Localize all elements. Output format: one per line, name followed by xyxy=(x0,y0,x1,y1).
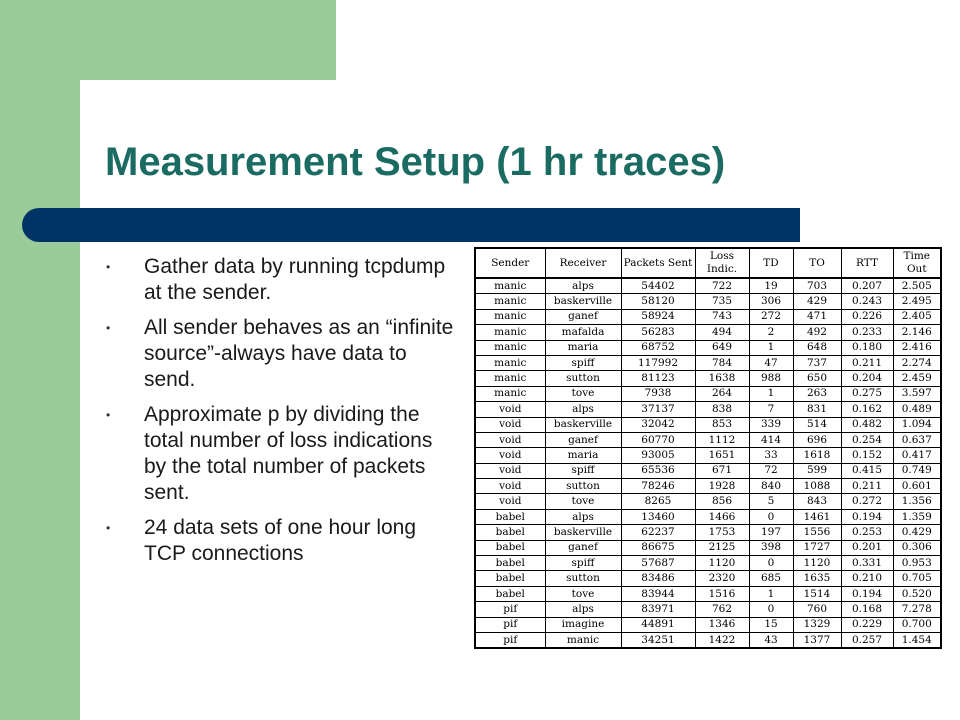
table-cell: 1120 xyxy=(695,556,749,571)
table-cell: 0.211 xyxy=(841,355,893,370)
column-header: RTT xyxy=(841,248,893,278)
table-cell: 1120 xyxy=(793,556,841,571)
table-cell: 831 xyxy=(793,402,841,417)
table-cell: manic xyxy=(545,632,621,648)
table-cell: 649 xyxy=(695,340,749,355)
table-cell: 743 xyxy=(695,309,749,324)
table-cell: 0.953 xyxy=(893,556,941,571)
table-row xyxy=(475,340,941,355)
table-cell: 0.207 xyxy=(841,278,893,294)
bullet-text: All sender behaves as an “infinite source”-always have data to send. xyxy=(144,316,454,391)
table-cell: 7 xyxy=(749,402,793,417)
table-cell: 81123 xyxy=(621,371,695,386)
table-cell: 2.459 xyxy=(893,371,941,386)
table-cell: pif xyxy=(475,602,545,617)
table-cell: 1112 xyxy=(695,432,749,447)
table-cell: 494 xyxy=(695,325,749,340)
table-cell: 264 xyxy=(695,386,749,401)
table-cell: 117992 xyxy=(621,355,695,370)
table-cell: 599 xyxy=(793,463,841,478)
table-cell: 0.162 xyxy=(841,402,893,417)
table-cell: 2.416 xyxy=(893,340,941,355)
table-cell: 1329 xyxy=(793,617,841,632)
table-cell: manic xyxy=(475,294,545,309)
table-cell: manic xyxy=(475,309,545,324)
table-cell: 429 xyxy=(793,294,841,309)
table-cell: 78246 xyxy=(621,479,695,494)
table-cell: spiff xyxy=(545,556,621,571)
column-header: TD xyxy=(749,248,793,278)
table-row xyxy=(475,386,941,401)
table-cell: 1651 xyxy=(695,448,749,463)
table-cell: 648 xyxy=(793,340,841,355)
bullet-item xyxy=(104,315,454,393)
bullet-list xyxy=(104,254,454,576)
table-cell: 5 xyxy=(749,494,793,509)
table-cell: 414 xyxy=(749,432,793,447)
table-cell: 0.272 xyxy=(841,494,893,509)
table-cell: 1556 xyxy=(793,525,841,540)
table-cell: 671 xyxy=(695,463,749,478)
table-cell: pif xyxy=(475,632,545,648)
table-cell: 0.211 xyxy=(841,479,893,494)
decor-green-top xyxy=(0,0,336,80)
table-cell: 2125 xyxy=(695,540,749,555)
table-cell: void xyxy=(475,417,545,432)
table-cell: 0.275 xyxy=(841,386,893,401)
table-row xyxy=(475,402,941,417)
table-cell: baskerville xyxy=(545,417,621,432)
table-cell: manic xyxy=(475,340,545,355)
table-cell: 58924 xyxy=(621,309,695,324)
table-row xyxy=(475,571,941,586)
table-cell: imagine xyxy=(545,617,621,632)
bullet-text: 24 data sets of one hour long TCP connections xyxy=(144,516,417,565)
table-cell: 2.505 xyxy=(893,278,941,294)
table-cell: manic xyxy=(475,371,545,386)
table-cell: mafalda xyxy=(545,325,621,340)
table-cell: 62237 xyxy=(621,525,695,540)
table-cell: sutton xyxy=(545,371,621,386)
table-cell: 56283 xyxy=(621,325,695,340)
table-cell: 0.168 xyxy=(841,602,893,617)
table-cell: 1 xyxy=(749,586,793,601)
table-cell: 0.489 xyxy=(893,402,941,417)
table-cell: 0.520 xyxy=(893,586,941,601)
table-cell: 86675 xyxy=(621,540,695,555)
table-cell: 1753 xyxy=(695,525,749,540)
table-cell: spiff xyxy=(545,355,621,370)
table-row xyxy=(475,632,941,648)
table-cell: 1.454 xyxy=(893,632,941,648)
table-cell: 471 xyxy=(793,309,841,324)
table-row xyxy=(475,294,941,309)
table-row xyxy=(475,556,941,571)
table-cell: 0.210 xyxy=(841,571,893,586)
table-cell: manic xyxy=(475,325,545,340)
table-cell: ganef xyxy=(545,309,621,324)
table-cell: 696 xyxy=(793,432,841,447)
table-cell: alps xyxy=(545,509,621,524)
table-cell: 0.194 xyxy=(841,509,893,524)
table-cell: 398 xyxy=(749,540,793,555)
table-cell: 0.254 xyxy=(841,432,893,447)
table-cell: 1.356 xyxy=(893,494,941,509)
table-cell: maria xyxy=(545,448,621,463)
table-cell: 784 xyxy=(695,355,749,370)
table-cell: 0.749 xyxy=(893,463,941,478)
table-cell: 72 xyxy=(749,463,793,478)
table-cell: manic xyxy=(475,278,545,294)
column-header: TO xyxy=(793,248,841,278)
table-cell: 47 xyxy=(749,355,793,370)
table-cell: void xyxy=(475,479,545,494)
table-cell: baskerville xyxy=(545,294,621,309)
table-cell: 1618 xyxy=(793,448,841,463)
slide-title: Measurement Setup (1 hr traces) xyxy=(105,140,726,184)
table-cell: tove xyxy=(545,586,621,601)
table-row xyxy=(475,371,941,386)
table-cell: 339 xyxy=(749,417,793,432)
table-cell: 0.152 xyxy=(841,448,893,463)
table-row xyxy=(475,278,941,294)
table-cell: 1422 xyxy=(695,632,749,648)
table-cell: 83971 xyxy=(621,602,695,617)
column-header: Loss Indic. xyxy=(695,248,749,278)
table-row xyxy=(475,540,941,555)
table-cell: 2.274 xyxy=(893,355,941,370)
table-cell: 0.226 xyxy=(841,309,893,324)
table-cell: 1638 xyxy=(695,371,749,386)
table-cell: 2.146 xyxy=(893,325,941,340)
table-cell: 650 xyxy=(793,371,841,386)
table-cell: 58120 xyxy=(621,294,695,309)
table-cell: babel xyxy=(475,571,545,586)
table-header-row xyxy=(475,248,941,278)
decor-green-left xyxy=(0,0,80,720)
table-cell: 760 xyxy=(793,602,841,617)
title-underline-bar xyxy=(22,208,800,242)
table-cell: 0.204 xyxy=(841,371,893,386)
table-cell: pif xyxy=(475,617,545,632)
bullet-dot-icon: • xyxy=(106,408,111,422)
table-cell: 54402 xyxy=(621,278,695,294)
table-cell: ganef xyxy=(545,432,621,447)
table-cell: babel xyxy=(475,556,545,571)
table-cell: babel xyxy=(475,509,545,524)
table-cell: 703 xyxy=(793,278,841,294)
table-body xyxy=(475,278,941,648)
table-cell: 33 xyxy=(749,448,793,463)
column-header: Receiver xyxy=(545,248,621,278)
table-cell: 1.094 xyxy=(893,417,941,432)
table-cell: 1727 xyxy=(793,540,841,555)
table-cell: 1.359 xyxy=(893,509,941,524)
table-cell: 492 xyxy=(793,325,841,340)
table-cell: 988 xyxy=(749,371,793,386)
table-cell: 83944 xyxy=(621,586,695,601)
table-cell: 263 xyxy=(793,386,841,401)
bullet-text: Approximate p by dividing the total number of loss indications by the total number of packets sent. xyxy=(144,403,433,504)
table-cell: void xyxy=(475,402,545,417)
table-cell: 34251 xyxy=(621,632,695,648)
table-cell: 43 xyxy=(749,632,793,648)
table-row xyxy=(475,494,941,509)
table-cell: 0 xyxy=(749,509,793,524)
table-cell: 0.482 xyxy=(841,417,893,432)
table-cell: 44891 xyxy=(621,617,695,632)
table-cell: 762 xyxy=(695,602,749,617)
table-cell: sutton xyxy=(545,479,621,494)
bullet-dot-icon: • xyxy=(106,521,111,535)
table-cell: alps xyxy=(545,402,621,417)
table-cell: 0.201 xyxy=(841,540,893,555)
table-cell: 3.597 xyxy=(893,386,941,401)
table-cell: babel xyxy=(475,586,545,601)
bullet-dot-icon: • xyxy=(106,260,111,274)
table-cell: baskerville xyxy=(545,525,621,540)
table-row xyxy=(475,463,941,478)
table-cell: maria xyxy=(545,340,621,355)
table-cell: 838 xyxy=(695,402,749,417)
table-cell: tove xyxy=(545,494,621,509)
table-cell: 0.601 xyxy=(893,479,941,494)
table-cell: 853 xyxy=(695,417,749,432)
table-row xyxy=(475,432,941,447)
trace-table xyxy=(474,247,942,649)
table-cell: 0.233 xyxy=(841,325,893,340)
table-cell: 1516 xyxy=(695,586,749,601)
table-cell: 1377 xyxy=(793,632,841,648)
bullet-dot-icon: • xyxy=(106,321,111,335)
table-cell: 0.417 xyxy=(893,448,941,463)
table-cell: 0.229 xyxy=(841,617,893,632)
table-cell: 2320 xyxy=(695,571,749,586)
table-cell: 0.637 xyxy=(893,432,941,447)
table-cell: 0.415 xyxy=(841,463,893,478)
table-cell: sutton xyxy=(545,571,621,586)
bullet-item xyxy=(104,402,454,506)
column-header: Packets Sent xyxy=(621,248,695,278)
column-header: Sender xyxy=(475,248,545,278)
table-cell: 1928 xyxy=(695,479,749,494)
table-cell: 737 xyxy=(793,355,841,370)
table-cell: 83486 xyxy=(621,571,695,586)
bullet-text: Gather data by running tcpdump at the sender. xyxy=(144,255,446,304)
table-cell: 272 xyxy=(749,309,793,324)
table-cell: 0 xyxy=(749,556,793,571)
table-row xyxy=(475,355,941,370)
table-cell: 19 xyxy=(749,278,793,294)
table-cell: 1635 xyxy=(793,571,841,586)
table-row xyxy=(475,309,941,324)
table-cell: babel xyxy=(475,525,545,540)
table-cell: 2.495 xyxy=(893,294,941,309)
table-row xyxy=(475,586,941,601)
table-cell: 0.306 xyxy=(893,540,941,555)
table-cell: 840 xyxy=(749,479,793,494)
table-cell: void xyxy=(475,463,545,478)
table-cell: void xyxy=(475,494,545,509)
table-cell: 306 xyxy=(749,294,793,309)
table-row xyxy=(475,448,941,463)
table-cell: 15 xyxy=(749,617,793,632)
table-cell: 0 xyxy=(749,602,793,617)
table-cell: 197 xyxy=(749,525,793,540)
table-cell: babel xyxy=(475,540,545,555)
table-row xyxy=(475,509,941,524)
table-cell: manic xyxy=(475,355,545,370)
table-row xyxy=(475,602,941,617)
table-cell: 856 xyxy=(695,494,749,509)
table-row xyxy=(475,617,941,632)
column-header: Time Out xyxy=(893,248,941,278)
table-cell: 1346 xyxy=(695,617,749,632)
table-row xyxy=(475,417,941,432)
table-cell: void xyxy=(475,432,545,447)
table-cell: 0.253 xyxy=(841,525,893,540)
table-cell: ganef xyxy=(545,540,621,555)
table-cell: 0.180 xyxy=(841,340,893,355)
table-cell: tove xyxy=(545,386,621,401)
table-cell: 2 xyxy=(749,325,793,340)
table-cell: 7.278 xyxy=(893,602,941,617)
table-cell: 0.429 xyxy=(893,525,941,540)
table-cell: alps xyxy=(545,602,621,617)
bullet-item xyxy=(104,515,454,567)
table-cell: 1466 xyxy=(695,509,749,524)
table-cell: 32042 xyxy=(621,417,695,432)
table-cell: 8265 xyxy=(621,494,695,509)
table-cell: 514 xyxy=(793,417,841,432)
table-cell: spiff xyxy=(545,463,621,478)
table-cell: 0.194 xyxy=(841,586,893,601)
bullet-item xyxy=(104,254,454,306)
table-cell: 1514 xyxy=(793,586,841,601)
table-cell: 0.700 xyxy=(893,617,941,632)
table-cell: 65536 xyxy=(621,463,695,478)
table-cell: 1 xyxy=(749,340,793,355)
table-cell: 722 xyxy=(695,278,749,294)
table-cell: 735 xyxy=(695,294,749,309)
table-cell: 0.257 xyxy=(841,632,893,648)
table-row xyxy=(475,325,941,340)
table-cell: 843 xyxy=(793,494,841,509)
table-cell: 685 xyxy=(749,571,793,586)
table-cell: 1461 xyxy=(793,509,841,524)
table-cell: 1088 xyxy=(793,479,841,494)
table-cell: 13460 xyxy=(621,509,695,524)
table-cell: 2.405 xyxy=(893,309,941,324)
table-row xyxy=(475,525,941,540)
table-cell: 57687 xyxy=(621,556,695,571)
table-row xyxy=(475,479,941,494)
table-cell: alps xyxy=(545,278,621,294)
table-cell: 37137 xyxy=(621,402,695,417)
table-cell: 7938 xyxy=(621,386,695,401)
table-cell: 68752 xyxy=(621,340,695,355)
table-cell: void xyxy=(475,448,545,463)
table-cell: 0.331 xyxy=(841,556,893,571)
table-cell: manic xyxy=(475,386,545,401)
table-cell: 1 xyxy=(749,386,793,401)
table-cell: 0.243 xyxy=(841,294,893,309)
table-cell: 93005 xyxy=(621,448,695,463)
table-cell: 60770 xyxy=(621,432,695,447)
table-cell: 0.705 xyxy=(893,571,941,586)
